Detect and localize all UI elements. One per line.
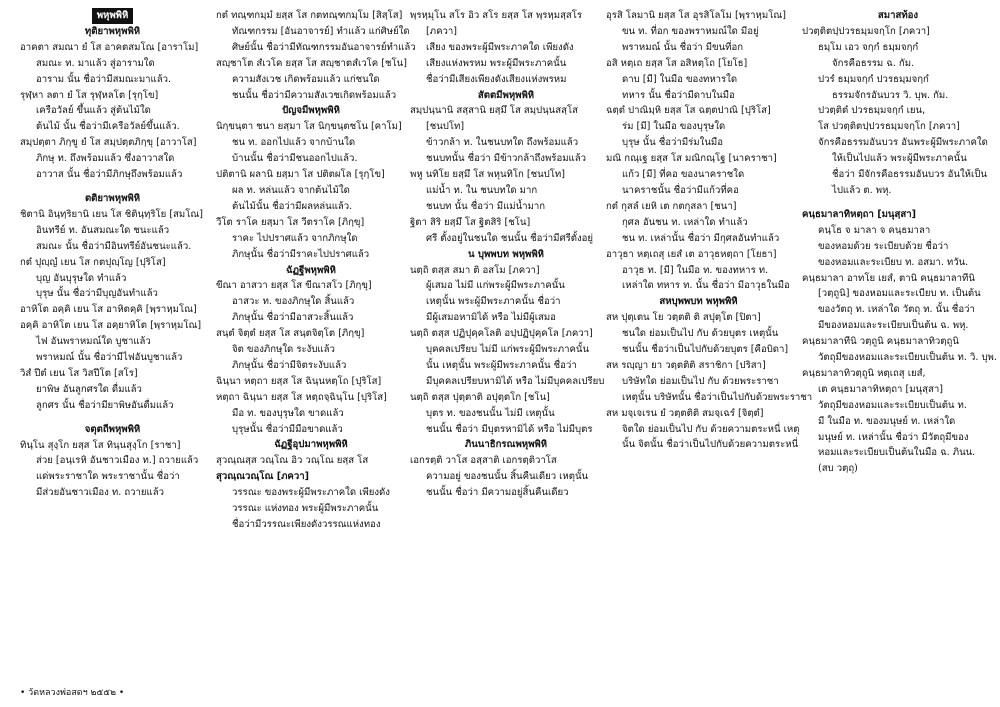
- text-line: รุฬฺหา ลตา ยํ โส รุฬฺหลโต [รุกฺโข]: [20, 89, 159, 101]
- text-line: บุตร ท. ของชนนั้น ไม่มี เหตุนั้น: [426, 407, 555, 419]
- text-line: นั้น จิตนั้น ชื่อว่าเป็นไปกับด้วยความตระหนี่: [622, 439, 799, 451]
- text-line: นตฺถิ ตสฺส สมา ติ อสโม [ภควา]: [410, 264, 540, 276]
- section-heading: สหบุพพบท พหุพพิหิ: [659, 296, 738, 308]
- text-line: นิกฺขนฺตา ชนา ยสฺมา โส นิกฺขนฺตชโน [คาโม]: [216, 121, 402, 133]
- text-line: วรรณะ แห่งทอง พระผู้มีพระภาคนั้น: [232, 503, 379, 515]
- text-line: ภิกษุนั้น ชื่อว่ามีอาสวะสิ้นแล้ว: [232, 312, 354, 324]
- text-line: วัตถุมีของหอมและระเบียบเป็นต้น ท.: [818, 399, 967, 411]
- text-line: ความอยู่ ของชนนั้น สิ้นคืนเดียว เหตุนั้น: [426, 471, 589, 483]
- section-heading: [20, 8, 205, 24]
- text-line: ร่ม [มี] ในมือ ของบุรุษใด: [622, 121, 726, 133]
- text-line: พฺรหฺมุโน สโร อิว สโร ยสฺส โส พฺรหฺมสฺสโร: [410, 10, 583, 21]
- text-line: ชนบทนั้น ชื่อว่า มีข้าวกล้าถึงพร้อมแล้ว: [426, 153, 586, 165]
- text-line: มนุษย์ ท. เหล่านั้น ชื่อว่า มีวัตถุมีของ: [818, 431, 969, 443]
- section-heading: ฉัฏฐีพหุพพิหิ: [286, 264, 336, 276]
- text-line: อาวุธ ท. [มี] ในมือ ท. ของทหาร ท.: [622, 264, 769, 276]
- text-line: มีผู้เสมอหามิได้ หรือ ไม่มีผู้เสมอ: [426, 312, 556, 324]
- text-line: ขน ท. ที่อก ของพราหมณ์ใด มีอยู่: [622, 25, 759, 37]
- text-line: สมณะ ท. มาแล้ว สู่อารามใด: [36, 57, 155, 69]
- text-line: หอมและระเบียบเป็นต้นในมือ ฉ. ภินน.: [818, 447, 976, 459]
- text-line: มีบุคคลเปรียบหามิได้ หรือ ไม่มีบุคคลเปรียบ: [426, 375, 605, 387]
- text-line: มีของหอมและระเบียบเป็นต้น ฉ. พหุ.: [818, 320, 969, 332]
- text-line: ไปแล้ว ต. พหุ.: [832, 184, 892, 196]
- text-line: พราหมณ์ นั้น ชื่อว่า มีขนที่อก: [622, 41, 744, 53]
- text-line: ขีณา อาสวา ยสฺส โส ขีณาสโว [ภิกฺขุ]: [216, 280, 372, 292]
- text-line: ชนนั้น ชื่อว่า มีความอยู่สิ้นคืนเดียว: [426, 487, 569, 499]
- text-line: ทหาร นั้น ชื่อว่ามีดาบในมือ: [622, 89, 735, 101]
- text-line: ผู้เสมอ ไม่มี แก่พระผู้มีพระภาคนั้น: [426, 280, 565, 292]
- spacer: [20, 414, 205, 422]
- section-heading: จตุตถีพหุพพิหิ: [84, 423, 141, 435]
- text-line: สนฺตํ จิตฺตํ ยสฺส โส สนฺตจิตฺโต [ภิกฺขุ]: [216, 328, 365, 340]
- text-line: ชื่อว่ามีวรรณะเพียงดังวรรณแห่งทอง: [232, 519, 381, 530]
- text-line: ข้าวกล้า ท. ในชนบทใด ถึงพร้อมแล้ว: [426, 137, 579, 149]
- text-line: ภิกษุนั้น ชื่อว่ามีราคะไปปราศแล้ว: [232, 248, 370, 260]
- section-heading: สัตตมีพหุพพิหิ: [477, 89, 535, 101]
- text-line: ทินฺโน สุงฺโก ยสฺส โส ทินฺนสุงฺโก [ราชา]: [20, 439, 181, 451]
- text-line: ต้นไม้นั้น ชื่อว่ามีผลหล่นแล้ว.: [232, 200, 353, 212]
- text-line: อุรสิ โลมานิ ยสฺส โส อุรสิโลโม [พฺราหฺมโณ]: [606, 10, 786, 21]
- text-line: เสียงแห่งพรหม พระผู้มีพระภาคนั้น: [426, 57, 567, 69]
- section-heading: น บุพพบท พหุพพิหิ: [467, 248, 544, 260]
- text-line: เหตุนั้น พระผู้มีพระภาคนั้น ชื่อว่า: [426, 296, 561, 308]
- text-line: อินทรีย์ ท. อันสมณะใด ชนะแล้ว: [36, 224, 170, 236]
- text-line: จักรคือธรรม ฉ. กัม.: [832, 57, 915, 69]
- text-line: ภิกษุ ท. ถึงพร้อมแล้ว ซึ่งอาวาสใด: [36, 153, 175, 165]
- text-line: ยาพิษ อันลูกศรใด ดื่มแล้ว: [36, 383, 142, 395]
- text-line: มือ ท. ของบุรุษใด ขาดแล้ว: [232, 407, 344, 419]
- text-line: คนฺธมาลาทิหตฺถา [มนุสฺสา]: [802, 208, 916, 220]
- text-line: ชื่อว่า มีจักรคือธรรมอันบวร อันให้เป็น: [832, 169, 987, 181]
- text-line: (สบ วตฺถุ): [818, 463, 858, 475]
- text-line: ปวตฺติตปฺปวรธมฺมจกฺโก [ภควา]: [802, 25, 930, 37]
- text-line: กตํ ทณฺฑกมฺมํ ยสฺส โส กตทณฺฑกมฺโม [สิสฺโส]: [216, 10, 403, 21]
- text-line: คนฺธมาลาทีนิ วตฺถูนิ คนฺธมาลาทิวตฺถูนิ: [802, 336, 959, 348]
- section-heading: ทุติยาพหุพพิหิ: [84, 25, 141, 37]
- text-line: อคฺคิ อาหิโต เยน โส อคฺยาหิโต [พฺราหฺมโณ]: [20, 320, 202, 332]
- text-line: อาราม นั้น ชื่อว่ามีสมณะมาแล้ว.: [36, 73, 172, 85]
- text-line: บ้านนั้น ชื่อว่ามีชนออกไปแล้ว.: [232, 153, 358, 165]
- text-line: พราหมณ์ นั้น ชื่อว่ามีไฟอันบูชาแล้ว: [36, 352, 183, 364]
- text-line: นาคราชนั้น ชื่อว่ามีแก้วที่คอ: [622, 184, 739, 196]
- text-line: สมฺปตฺตา ภิกฺขู ยํ โส สมฺปตฺตภิกฺขุ [อาวาโส]: [20, 137, 197, 149]
- text-line: คนฺโธ จ มาลา จ คนฺธมาลา: [818, 224, 931, 236]
- text-line: บุคคลเปรียบ ไม่มี แก่พระผู้มีพระภาคนั้น: [426, 344, 590, 356]
- text-line: คนฺธมาลาทิวตฺถูนิ หตฺเถสุ เยสํ,: [802, 367, 926, 379]
- text-line: สห รญฺญา ยา วตฺตติติ สราชิกา [ปริสา]: [606, 359, 766, 371]
- text-line: สมณะ นั้น ชื่อว่ามีอินทรีย์อันชนะแล้ว.: [36, 240, 192, 252]
- text-line: ชิตานิ อินฺทฺริยานิ เยน โส ชิตินฺทฺริโย [สมโณ]: [20, 208, 204, 220]
- text-line: ไฟ อันพราหมณ์ใด บูชาแล้ว: [36, 336, 151, 348]
- text-line: ศิษย์นั้น ชื่อว่ามีทัณฑกรรมอันอาจารย์ทำแล้ว: [232, 41, 416, 53]
- text-line: โส ปวตฺติตปฺปวรธมฺมจกฺโก [ภควา]: [818, 121, 960, 133]
- footer: • วัดหลวงพ่อสดฯ ๒๕๕๒ •: [20, 688, 125, 698]
- text-line: อสิ หตฺเถ ยสฺส โส อสิหตฺโถ [โยโธ]: [606, 57, 748, 69]
- text-line: วรรณะ ของพระผู้มีพระภาคใด เพียงดัง: [232, 487, 390, 499]
- text-line: อาคตา สมณา ยํ โส อาคตสมโณ [อาราโม]: [20, 41, 199, 53]
- text-line: [ภควา]: [426, 25, 458, 37]
- text-line: อาสวะ ท. ของภิกษุใด สิ้นแล้ว: [232, 296, 355, 308]
- text-line: บุญ อันบุรุษใด ทำแล้ว: [36, 272, 127, 284]
- text-line: นตฺถิ ตสฺส ปฏิปุคฺคโลติ อปฺปฏิปุคฺคโล [ภควา]: [410, 328, 593, 340]
- text-line: มณิ กณฺเฐ ยสฺส โส มณิกณฺโฐ [นาคราชา]: [606, 153, 777, 165]
- text-line: ส่วย [อนฺเรหิ อันชาวเมือง ท.] ถวายแล้ว: [36, 455, 199, 467]
- text-line: เสียง ของพระผู้มีพระภาคใด เพียงดัง: [426, 41, 574, 53]
- text-line: [วตฺถูนิ] ของหอมและระเบียบ ท. เป็นต้น: [818, 288, 981, 300]
- text-line: บุรุษนั้น ชื่อว่ามีมือขาดแล้ว: [232, 423, 343, 435]
- text-line: นั้น เหตุนั้น พระผู้มีพระภาคนั้น ชื่อว่า: [426, 359, 577, 371]
- column-4: [606, 8, 813, 453]
- spacer: [20, 183, 205, 191]
- text-line: อาหิโต อคฺคิ เยน โส อาหิตคฺคิ [พฺราหฺมโณ]: [20, 304, 197, 316]
- text-line: ชนบท นั้น ชื่อว่า มีแม่น้ำมาก: [426, 200, 546, 212]
- text-line: บุรุษ นั้น ชื่อว่ามีร่มในมือ: [622, 137, 723, 149]
- text-line: อาวุธา หตฺเถสุ เยสํ เต อาวุธหตฺถา [โยธา]: [606, 248, 777, 260]
- text-line: บริษัทใด ย่อมเป็นไป กับ ด้วยพระราชา: [622, 375, 779, 387]
- text-line: จิตใด ย่อมเป็นไป กับ ด้วยความตระหนี่ เหตุ: [622, 423, 800, 435]
- column-2: [216, 8, 416, 533]
- text-line: เอกรตฺติ วาโส อสฺสาติ เอกรตฺติวาโส: [410, 455, 557, 467]
- text-line: แด่พระราชาใด พระราชานั้น ชื่อว่า: [36, 471, 180, 483]
- text-line: แก้ว [มี] ที่คอ ของนาคราชใด: [622, 169, 745, 181]
- text-line: เหล่าใด ทหาร ท. นั้น ชื่อว่า มีอาวุธในมือ: [622, 280, 790, 292]
- text-line: มี ในมือ ท. ของมนุษย์ ท. เหล่าใด: [818, 415, 956, 427]
- text-line: ธรรมจักรอันบวร วิ. บุพ. กัม.: [832, 89, 949, 101]
- text-line: สุวณฺณสฺส วณฺโณ อิว วณฺโณ ยสฺส โส: [216, 455, 369, 467]
- text-line: คนฺธมาลา อาทโย เยสํ, ตานิ คนฺธมาลาทีนิ: [802, 272, 975, 284]
- text-line: [ชนปโท]: [426, 121, 465, 133]
- text-line: ของหอมด้วย ระเบียบด้วย ชื่อว่า: [818, 240, 949, 252]
- spacer: [802, 199, 994, 207]
- text-line: ให้เป็นไปแล้ว พระผู้มีพระภาคนั้น: [832, 153, 967, 165]
- text-line: ของวัตถุ ท. เหล่าใด วัตถุ ท. นั้น ชื่อว่า: [818, 304, 975, 316]
- section-heading: ปัญจมีพหุพพิหิ: [282, 105, 340, 117]
- column-1: [20, 8, 205, 501]
- text-line: จิต ของภิกษุใด ระงับแล้ว: [232, 344, 335, 356]
- text-line: สญฺชาโต สํเวโค ยสฺส โส สญฺชาตสํเวโค [ชโน]: [216, 57, 407, 69]
- text-line: ดาบ [มี] ในมือ ของทหารใด: [622, 73, 738, 85]
- text-line: เหตุนั้น บริษัทนั้น ชื่อว่าเป็นไปกับด้วยพระราชา: [622, 391, 813, 403]
- text-line: ชนนั้น ชื่อว่ามีความสังเวชเกิดพร้อมแล้ว: [232, 89, 397, 101]
- text-line: วิสํ ปีตํ เยน โส วิสปีโต [สโร]: [20, 367, 138, 379]
- text-line: ราคะ ไปปราศแล้ว จากภิกษุใด: [232, 232, 358, 244]
- text-line: เครือวัลย์ ขึ้นแล้ว สู่ต้นไม้ใด: [36, 105, 151, 117]
- text-line: ลูกศร นั้น ชื่อว่ามียาพิษอันดื่มแล้ว: [36, 399, 174, 411]
- text-line: จักรคือธรรมอันบวร อันพระผู้มีพระภาคใด: [818, 137, 988, 149]
- text-line: ศรี ตั้งอยู่ในชนใด ชนนั้น ชื่อว่ามีศรีตั้งอยู่: [426, 232, 594, 244]
- text-line: นตฺถิ ตสฺส ปุตฺตาติ อปุตฺตโก [ชโน]: [410, 391, 550, 403]
- text-line: ชน ท. ออกไปแล้ว จากบ้านใด: [232, 137, 356, 149]
- text-line: ฐิตา สิริ ยสฺมึ โส ฐิตสิริ [ชโน]: [410, 216, 531, 228]
- text-line: กตํ กุสลํ เยหิ เต กตกุสลา [ชนา]: [606, 200, 737, 212]
- text-line: แม่น้ำ ท. ใน ชนบทใด มาก: [426, 184, 538, 196]
- text-line: สุวณฺณวณฺโณ [ภควา]: [216, 471, 310, 483]
- text-line: ของหอมและระเบียบ ท. อสมา. ทวัน.: [818, 256, 969, 268]
- text-line: หตฺถา ฉินฺนา ยสฺส โส หตฺถจฺฉินฺโน [ปุริโส]: [216, 391, 387, 403]
- text-line: ความสังเวช เกิดพร้อมแล้ว แก่ชนใด: [232, 73, 380, 85]
- text-line: บุรุษ นั้น ชื่อว่ามีบุญอันทำแล้ว: [36, 288, 158, 300]
- text-line: ชนใด ย่อมเป็นไป กับ ด้วยบุตร เหตุนั้น: [622, 328, 779, 340]
- text-line: ต้นไม้ นั้น ชื่อว่ามีเครือวัลย์ขึ้นแล้ว.: [36, 121, 180, 133]
- text-line: กตํ ปุญฺญํ เยน โส กตปุญฺโญ [ปุริโส]: [20, 256, 166, 268]
- section-heading: ฉัฏฐีอุปมาพหุพพิหิ: [274, 439, 348, 451]
- column-5: [802, 8, 997, 477]
- text-line: ชน ท. เหล่านั้น ชื่อว่า มีกุศลอันทำแล้ว: [622, 232, 780, 244]
- text-line: ชนนั้น ชื่อว่าเป็นไปกับด้วยบุตร [คือบิดา]: [622, 344, 789, 356]
- text-line: ภิกษุนั้น ชื่อว่ามีจิตระงับแล้ว: [232, 359, 347, 371]
- text-line: เต คนฺธมาลาทิหตฺถา [มนุสฺสา]: [818, 383, 943, 395]
- text-line: ธมฺโม เอว จกฺกํ ธมฺมจกฺกํ: [818, 41, 919, 53]
- text-line: มีส่วยอันชาวเมือง ท. ถวายแล้ว: [36, 487, 164, 499]
- text-line: ชนนั้น ชื่อว่า มีบุตรหามิได้ หรือ ไม่มีบุตร: [426, 423, 593, 435]
- column-3: [410, 8, 605, 501]
- text-line: สห ปุตฺเตน โย วตฺตติ ติ สปุตฺโต [ปิตา]: [606, 312, 761, 324]
- text-line: ผล ท. หล่นแล้ว จากต้นไม้ใด: [232, 184, 350, 196]
- title-label: พหุพพิหิ: [92, 8, 134, 24]
- section-heading: สมาสท้อง: [877, 10, 919, 21]
- text-line: กุศล อันชน ท. เหล่าใด ทำแล้ว: [622, 216, 748, 228]
- text-line: สห มจฺเจเรน ยํ วตฺตติติ สมจฺเฉรํ [จิตฺตํ]: [606, 407, 764, 419]
- text-line: วัตถุมีของหอมและระเบียบเป็นต้น ท. วิ. บุพ.: [818, 352, 997, 364]
- text-line: ปวรํ ธมฺมจกฺกํ ปวรธมฺมจกฺกํ: [818, 73, 929, 85]
- text-line: พหู นทิโย ยสฺมึ โส พหุนทิโก [ชนปโท]: [410, 169, 565, 181]
- text-line: สมฺปนฺนานิ สสฺสานิ ยสฺมึ โส สมฺปนฺนสสฺโส: [410, 105, 578, 117]
- text-line: ฉตฺตํ ปาณิมฺหิ ยสฺส โส ฉตฺตปาณิ [ปุริโส]: [606, 105, 771, 117]
- text-line: ปติตานิ ผลานิ ยสฺมา โส ปติตผโล [รุกฺโข]: [216, 169, 385, 181]
- section-heading: ภินนาธิกรณพหุพพิหิ: [464, 439, 548, 451]
- text-line: วีโต ราโค ยสฺมา โส วีตราโค [ภิกฺขุ]: [216, 216, 365, 228]
- text-line: อาวาส นั้น ชื่อว่ามีภิกษุถึงพร้อมแล้ว: [36, 169, 183, 181]
- text-line: ทัณฑกรรม [อันอาจารย์] ทำแล้ว แก่ศิษย์ใด: [232, 25, 410, 37]
- text-line: ปวตฺติตํ ปวรธมฺมจกฺกํ เยน,: [818, 105, 926, 117]
- section-heading: ตติยาพหุพพิหิ: [84, 192, 141, 204]
- text-line: ชื่อว่ามีเสียงเพียงดังเสียงแห่งพรหม: [426, 73, 567, 85]
- text-line: ฉินฺนา หตฺถา ยสฺส โส ฉินฺนหตฺโถ [ปุริโส]: [216, 375, 382, 387]
